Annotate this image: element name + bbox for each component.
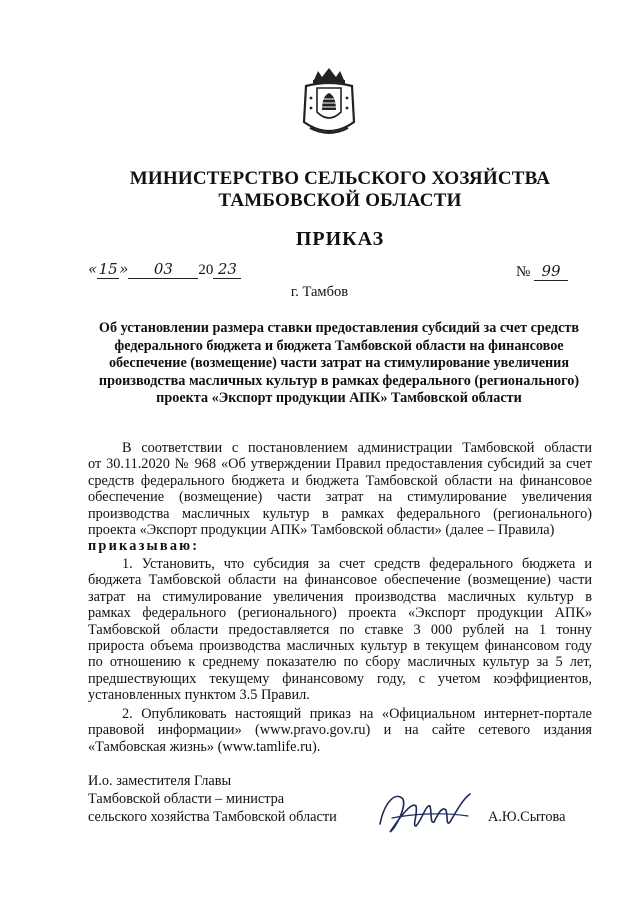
paragraph-line: затрат на стимулирование увеличения производства масличных культур в: [88, 588, 592, 605]
paragraph-line: установленных пунктом 3.5 Правил.: [88, 687, 310, 704]
subject-line: производства масличных культур в рамках федерального (регионального): [98, 372, 580, 389]
paragraph-line: средств федерального бюджета и бюджета Тамбовской области на финансовое: [88, 472, 592, 489]
item-1-paragraph: [88, 556, 592, 704]
paragraph-line: правовой информации» (www.pravo.gov.ru) и на сайте сетевого издания: [88, 722, 592, 739]
signatory-line: сельского хозяйства Тамбовской области: [88, 809, 337, 825]
number-value: 99: [534, 262, 568, 281]
paragraph-line: бюджета Тамбовской области на финансовое обеспечение (возмещение) части: [88, 572, 592, 589]
paragraph-line: по отношению к среднему показателю по сбору масличных культур за 5 лет,: [88, 654, 592, 671]
signatory-name: А.Ю.Сытова: [488, 809, 566, 825]
date-close-quote: »: [119, 260, 129, 278]
subject-line: проекта «Экспорт продукции АПК» Тамбовской области: [156, 390, 522, 407]
date-year-prefix: 20: [198, 262, 214, 278]
date-day: 15: [98, 260, 118, 278]
paragraph-line: проекта «Экспорт продукции АПК» Тамбовской области» (далее – Правила): [88, 522, 555, 539]
paragraph-line: производства масличных культур в рамках федерального (регионального): [88, 505, 592, 522]
order-date: [88, 260, 258, 279]
subject-line: Об установлении размера ставки предоставления субсидий за счет средств: [98, 320, 580, 336]
coat-of-arms-emblem: [300, 66, 358, 140]
date-open-quote: «: [88, 260, 98, 278]
document-type-title: ПРИКАЗ: [295, 228, 385, 250]
subject-line: обеспечение (возмещение) части затрат на стимулирование увеличения: [108, 355, 570, 372]
paragraph-line: Тамбовской области предоставляется по ставке 3 000 рублей на 1 тонну: [88, 621, 592, 638]
signatory-line: И.о. заместителя Главы: [88, 773, 232, 789]
item-2-paragraph: [88, 706, 592, 755]
city: г. Тамбов: [290, 284, 349, 300]
subject-line: федерального бюджета и бюджета Тамбовской области на финансовое: [114, 337, 564, 354]
preamble-paragraph: [88, 440, 592, 555]
paragraph-line: 2. Опубликовать настоящий приказ на «Официальном интернет-портале: [122, 706, 592, 722]
order-subject: [84, 320, 594, 408]
paragraph-line: В соответствии с постановлением администрации Тамбовской области: [122, 440, 592, 456]
paragraph-line: «Тамбовская жизнь» (www.tamlife.ru).: [88, 738, 321, 755]
order-word: приказываю:: [88, 538, 200, 555]
signatory-line: Тамбовской области – министра: [88, 791, 285, 807]
handwritten-signature: [372, 784, 482, 840]
paragraph-line: прироста объема производства масличных культур в текущем финансовом году: [88, 638, 592, 655]
paragraph-line: 1. Установить, что субсидия за счет средств федерального бюджета и: [122, 556, 592, 572]
order-number: [516, 262, 576, 281]
date-month: 03: [128, 260, 198, 279]
paragraph-line: обеспечение (возмещение) части затрат на стимулирование увеличения: [88, 489, 592, 506]
date-year-suffix: 23: [213, 260, 241, 279]
number-label: №: [516, 264, 531, 280]
paragraph-line: от 30.11.2020 № 968 «Об утверждении Правил предоставления субсидий за счет: [88, 456, 592, 473]
ministry-name-line2: ТАМБОВСКОЙ ОБЛАСТИ: [218, 190, 462, 211]
signatory-position: [88, 772, 388, 826]
paragraph-line: рамках федерального (регионального) проекта «Экспорт продукции АПК»: [88, 605, 592, 622]
paragraph-line: предшествующих текущему финансовому году, с учетом коэффициентов,: [88, 670, 592, 687]
ministry-name-line1: МИНИСТЕРСТВО СЕЛЬСКОГО ХОЗЯЙСТВА: [129, 168, 551, 189]
